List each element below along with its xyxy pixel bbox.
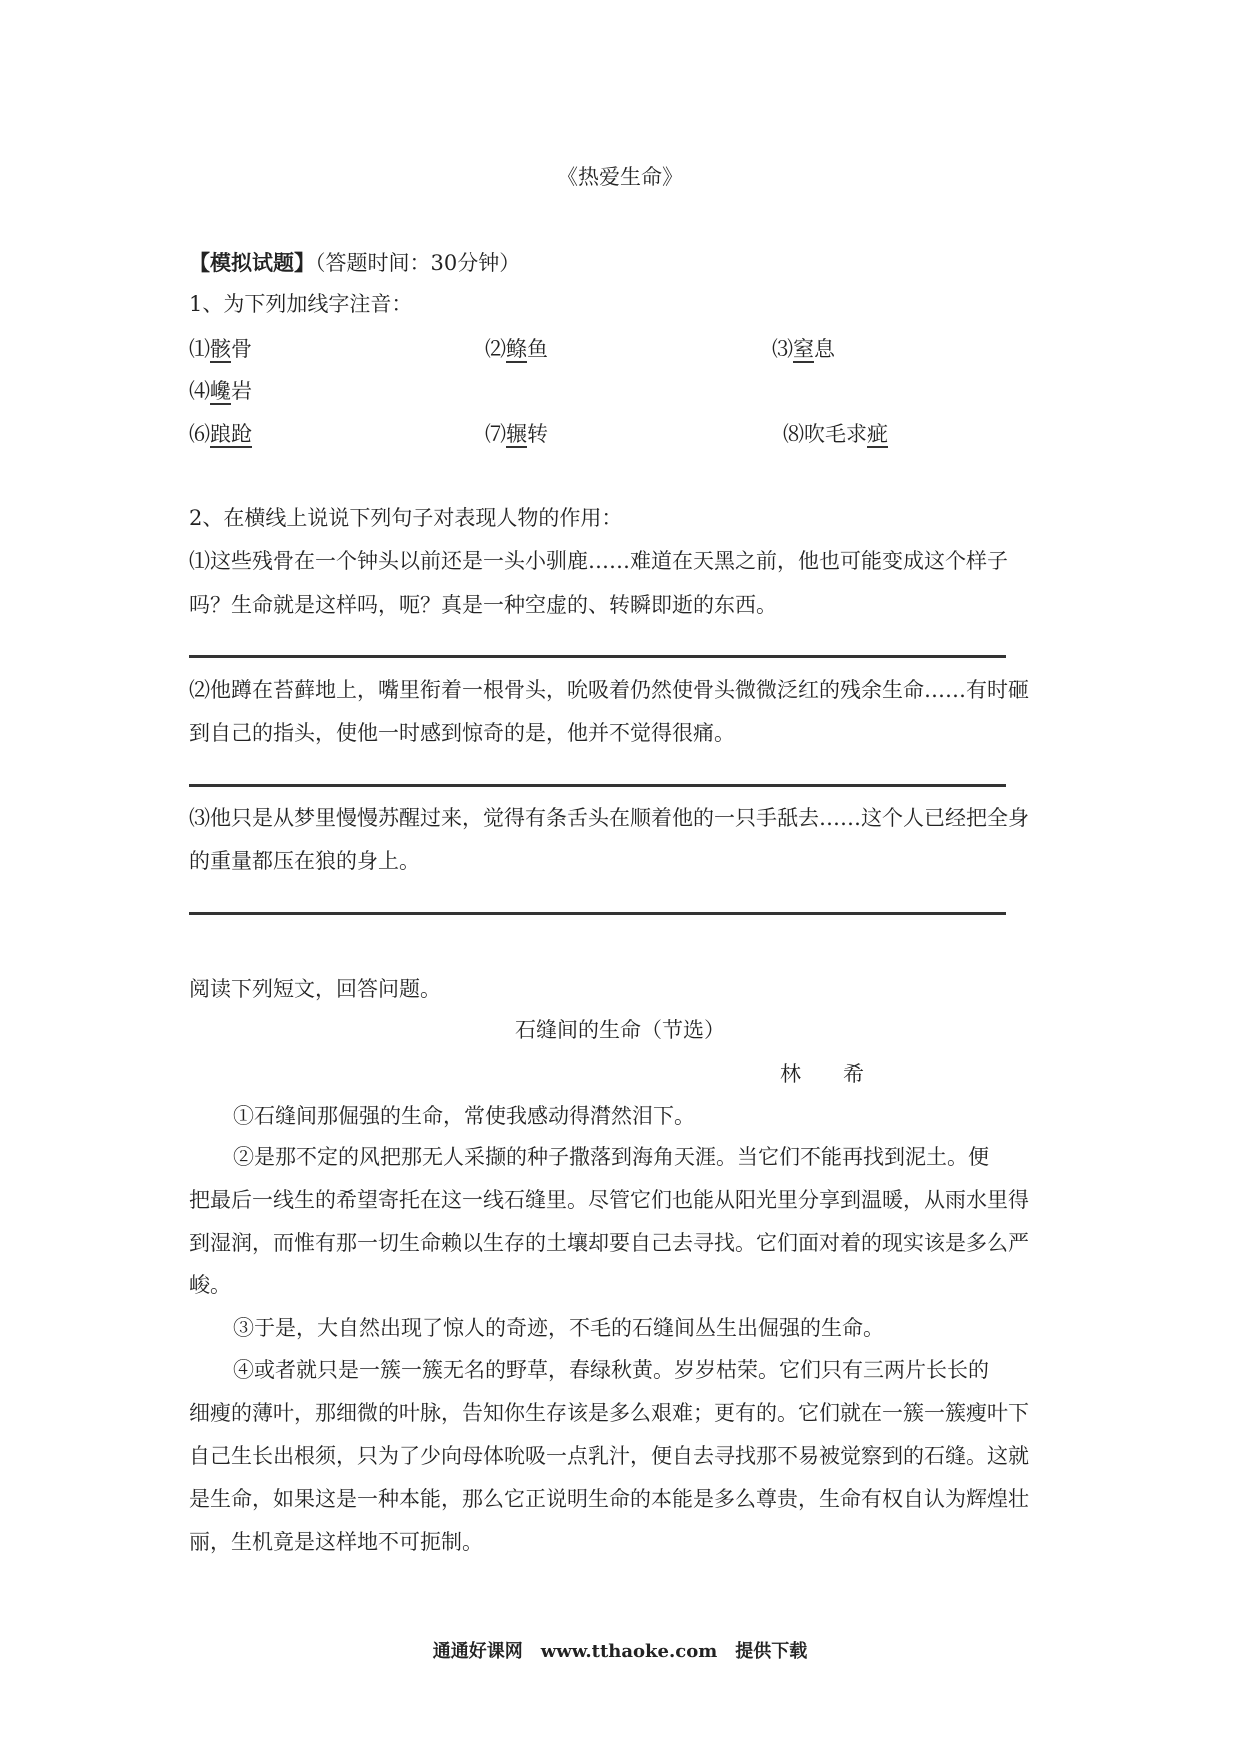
passage-line: 丽，生机竟是这样地不可扼制。 xyxy=(189,1530,483,1554)
q1-item: ⑵鲦鱼 xyxy=(485,337,548,361)
q1-item: ⑷巉岩 xyxy=(189,379,252,403)
q2-sentence-1: ⑴这些残骨在一个钟头以前还是一头小驯鹿……难道在天黑之前，他也可能变成这个样子 xyxy=(189,549,1008,573)
passage-line: 到湿润，而惟有那一切生命赖以生存的土壤却要自己去寻找。它们面对着的现实该是多么严 xyxy=(189,1231,1029,1255)
q2-sentence-3: ⑶他只是从梦里慢慢苏醒过来，觉得有条舌头在顺着他的一只手舐去……这个人已经把全身 xyxy=(189,806,1029,830)
passage-author: 林 希 xyxy=(780,1062,864,1086)
q1-item: ⑶窒息 xyxy=(772,337,835,361)
passage-line: ②是那不定的风把那无人采撷的种子撒落到海角天涯。当它们不能再找到泥土。便 xyxy=(233,1145,989,1169)
passage-title: 石缝间的生命（节选） xyxy=(515,1018,725,1042)
passage-line: 峻。 xyxy=(189,1273,231,1297)
section-label: 【模拟试题】 xyxy=(189,250,315,275)
q2-sentence-2: ⑵他蹲在苔藓地上，嘴里衔着一根骨头，吮吸着仍然使骨头微微泛红的残余生命……有时砸 xyxy=(189,678,1029,702)
passage-line: ③于是，大自然出现了惊人的奇迹，不毛的石缝间丛生出倔强的生命。 xyxy=(233,1316,884,1340)
passage-line: ④或者就只是一簇一簇无名的野草，春绿秋黄。岁岁枯荣。它们只有三两片长长的 xyxy=(233,1358,989,1382)
time-limit: （答题时间：30分钟） xyxy=(315,251,521,275)
q2-sentence-3: 的重量都压在狼的身上。 xyxy=(189,849,420,873)
section-header xyxy=(189,251,520,275)
document-title: 《热爱生命》 xyxy=(557,165,683,189)
passage-line: 把最后一线生的希望寄托在这一线石缝里。尽管它们也能从阳光里分享到温暖，从雨水里得 xyxy=(189,1188,1029,1212)
q2-sentence-2: 到自己的指头，使他一时感到惊奇的是，他并不觉得很痛。 xyxy=(189,721,735,745)
q1-item: ⑹踉跄 xyxy=(189,422,252,446)
passage-line: ①石缝间那倔强的生命，常使我感动得潸然泪下。 xyxy=(233,1104,695,1128)
passage-line: 细瘦的薄叶，那细微的叶脉，告知你生存该是多么艰难；更有的。它们就在一簇一簇瘦叶下 xyxy=(189,1401,1029,1425)
q1-item: ⑺辗转 xyxy=(485,422,548,446)
answer-line[interactable] xyxy=(189,784,1006,787)
q2-sentence-1: 吗？生命就是这样吗，呃？真是一种空虚的、转瞬即逝的东西。 xyxy=(189,593,777,617)
q1-prompt: 1、为下列加线字注音： xyxy=(189,292,413,316)
answer-line[interactable] xyxy=(189,912,1006,915)
q1-item: ⑻吹毛求疵 xyxy=(783,422,888,446)
q2-prompt: 2、在横线上说说下列句子对表现人物的作用： xyxy=(189,506,623,530)
q1-item: ⑴骸骨 xyxy=(189,337,252,361)
footer-watermark: 通通好课网 www.tthaoke.com 提供下载 xyxy=(432,1641,808,1662)
answer-line[interactable] xyxy=(189,655,1006,658)
reading-instruction: 阅读下列短文，回答问题。 xyxy=(189,977,441,1001)
passage-line: 是生命，如果这是一种本能，那么它正说明生命的本能是多么尊贵，生命有权自认为辉煌壮 xyxy=(189,1487,1029,1511)
passage-line: 自己生长出根须，只为了少向母体吮吸一点乳汁，便自去寻找那不易被觉察到的石缝。这就 xyxy=(189,1444,1029,1468)
